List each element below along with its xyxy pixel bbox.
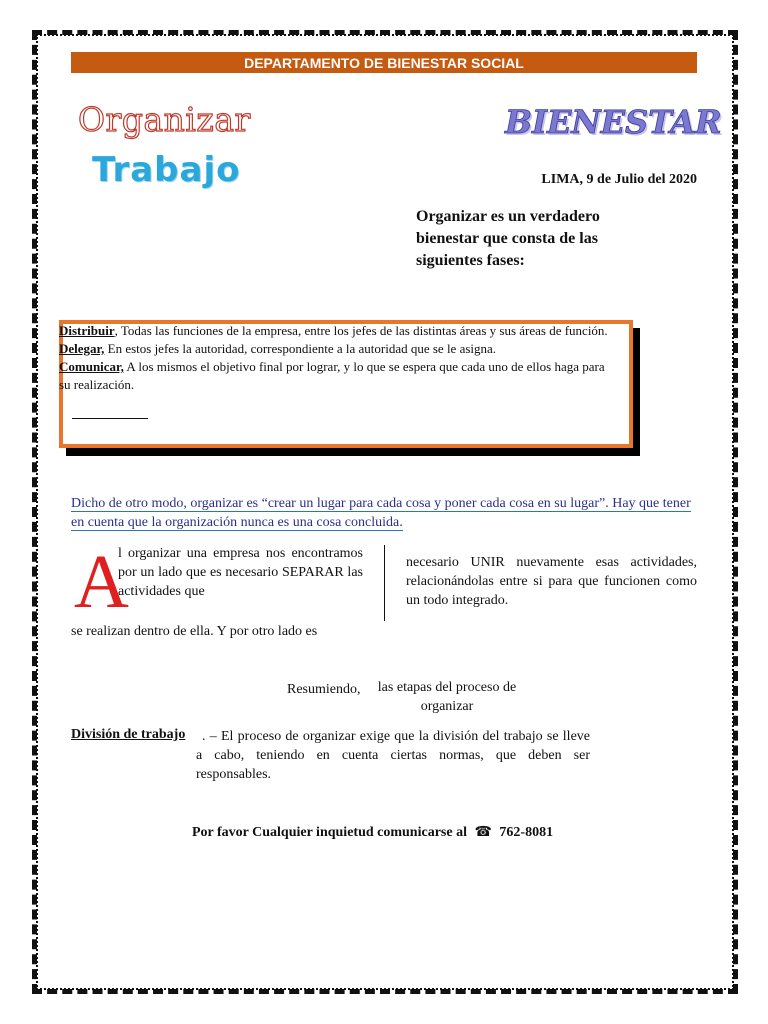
column1-text: l organizar una empresa nos encontramos por un lado que es necesario SEPARAR las actividades que — [118, 546, 363, 599]
phases-underline — [72, 418, 148, 419]
date-line: LIMA, 9 de Julio del 2020 — [541, 172, 697, 187]
dicho-paragraph: Dicho de otro modo, organizar es “crear un lugar para cada cosa y poner cada cosa en su lugar”. Hay que tener en cuenta que la organización nunca es una cosa concluida. — [71, 496, 691, 530]
footer-text: Por favor Cualquier inquietud comunicarse al — [192, 825, 467, 840]
wordart-trabajo: Trabajo — [92, 150, 241, 190]
division-term: División de trabajo — [71, 727, 186, 742]
resumiendo-text: las etapas del proceso de organizar — [377, 680, 517, 714]
column-divider — [384, 545, 385, 621]
intro-text: Organizar es un verdadero bienestar que consta de las siguientes fases: — [416, 208, 600, 269]
resumiendo-lead: Resumiendo, — [287, 682, 361, 697]
column1-last-line: se realizan dentro de ella. Y por otro lado es — [71, 624, 318, 639]
dropcap-letter: A — [74, 540, 129, 624]
phase-delegar: Delegar, En estos jefes la autoridad, correspondiente a la autoridad que se le asigna. — [59, 341, 497, 356]
phase-distribuir: Distribuir, Todas las funciones de la empresa, entre los jefes de las distintas áreas y sus áreas de función. — [59, 323, 608, 338]
division-text: . – El proceso de organizar exige que la división del trabajo se lleve a cabo, teniendo en cuenta ciertas normas, que deben ser responsables. — [196, 729, 590, 782]
wordart-bienestar: BIENESTAR — [505, 103, 722, 141]
contact-footer — [192, 824, 553, 841]
department-banner: DEPARTAMENTO DE BIENESTAR SOCIAL — [71, 52, 697, 73]
phases-text — [59, 322, 619, 394]
phase-comunicar: Comunicar, A los mismos el objetivo final por lograr, y lo que se espera que cada uno de ellos haga para su realización. — [59, 359, 605, 392]
phone-icon: ☎ — [474, 824, 492, 840]
column2-text: necesario UNIR nuevamente esas actividades, relacionándolas entre si para que funcionen como un todo integrado. — [406, 555, 697, 608]
wordart-organizar: Organizar — [78, 100, 251, 139]
footer-phone: 762-8081 — [499, 825, 554, 840]
